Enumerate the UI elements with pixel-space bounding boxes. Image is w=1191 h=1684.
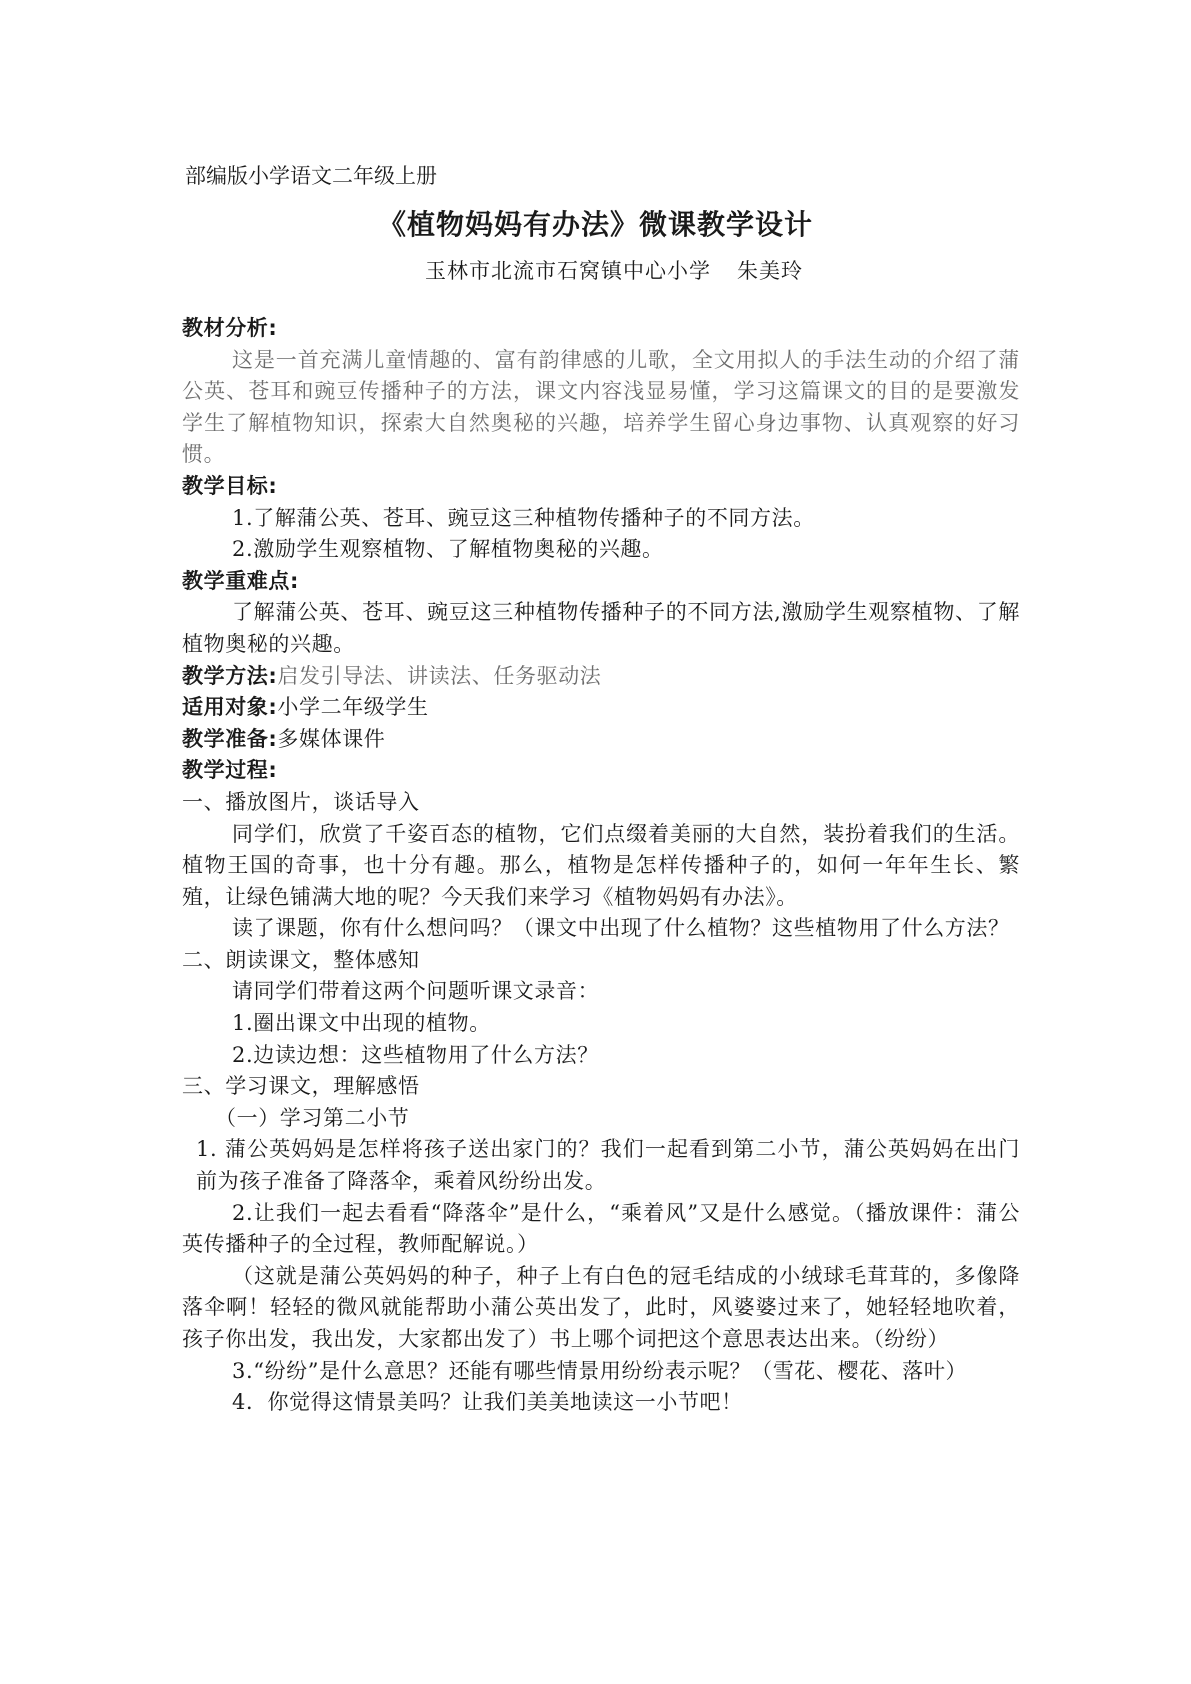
author-name: 朱美玲 — [737, 259, 803, 283]
prep-value: 多媒体课件 — [277, 726, 386, 751]
part1-paragraph: 读了课题，你有什么想问吗？（课文中出现了什么植物？这些植物用了什么方法？ — [232, 916, 1010, 941]
part3-subtitle: （一）学习第二小节 — [215, 1105, 410, 1130]
part3-step: 4．你觉得这情景美吗？让我们美美地读这一小节吧！ — [232, 1390, 743, 1415]
analysis-text: 这是一首充满儿童情趣的、富有韵律感的儿歌，全文用拟人的手法生动的介绍了蒲公英、苍耳和豌豆传播种子的方法，课文内容浅显易懂，学习这篇课文的目的是要激发学生了解植物知识，探索大自然奥秘的兴趣，培养学生留心身边事物、认真观察的好习惯。 — [182, 347, 1020, 467]
audience-label: 适用对象: — [182, 695, 278, 720]
section-heading-goals: 教学目标: — [182, 473, 278, 498]
prep-label: 教学准备: — [182, 726, 278, 751]
methods-line — [182, 661, 1020, 693]
textbook-header: 部编版小学语文二年级上册 — [185, 164, 437, 188]
goal-item: 1.了解蒲公英、苍耳、豌豆这三种植物传播种子的不同方法。 — [232, 505, 815, 530]
part3-title: 三、学习课文，理解感悟 — [182, 1074, 420, 1099]
document-body — [182, 313, 1020, 1419]
section-heading-analysis: 教材分析: — [182, 316, 278, 340]
part3-step: 2.让我们一起去看看“降落伞”是什么，“乘着风”又是什么感觉。（播放课件：蒲公英传播种子的全过程，教师配解说。） — [182, 1200, 1020, 1257]
methods-value: 启发引导法、讲读法、任务驱动法 — [277, 663, 602, 688]
document-title: 《植物妈妈有办法》微课教学设计 — [377, 208, 813, 241]
part1-paragraph: 同学们，欣赏了千姿百态的植物，它们点缀着美丽的大自然，装扮着我们的生活。植物王国的奇事，也十分有趣。那么，植物是怎样传播种子的，如何一年年生长、繁殖，让绿色铺满大地的呢？今天我们来学习《植物妈妈有办法》。 — [182, 821, 1020, 909]
key-points-text: 了解蒲公英、苍耳、豌豆这三种植物传播种子的不同方法,激励学生观察植物、了解植物奥秘的兴趣。 — [182, 600, 1020, 656]
author-school: 玉林市北流市石窝镇中心小学 — [425, 259, 711, 283]
part1-title: 一、播放图片，谈话导入 — [182, 789, 420, 814]
author-line — [425, 255, 803, 285]
part3-step: （这就是蒲公英妈妈的种子，种子上有白色的冠毛结成的小绒球毛茸茸的，多像降落伞啊！轻轻的微风就能帮助小蒲公英出发了，此时，风婆婆过来了，她轻轻地吹着，孩子你出发，我出发，大家都出发了）书上哪个词把这个意思表达出来。（纷纷） — [182, 1263, 1020, 1351]
part2-title: 二、朗读课文，整体感知 — [182, 947, 420, 972]
part2-item: 2.边读边想：这些植物用了什么方法？ — [232, 1042, 599, 1067]
part3-step: 3.“纷纷”是什么意思？还能有哪些情景用纷纷表示呢？（雪花、樱花、落叶） — [232, 1358, 968, 1383]
audience-value: 小学二年级学生 — [277, 695, 429, 720]
audience-line — [182, 692, 1020, 724]
part2-paragraph: 请同学们带着这两个问题听课文录音： — [232, 979, 600, 1004]
part2-item: 1.圈出课文中出现的植物。 — [232, 1011, 491, 1036]
section-heading-key-points: 教学重难点: — [182, 568, 299, 593]
part3-step: 1. 蒲公英妈妈是怎样将孩子送出家门的？我们一起看到第二小节，蒲公英妈妈在出门前为孩子准备了降落伞，乘着风纷纷出发。 — [196, 1137, 1020, 1194]
section-heading-process: 教学过程: — [182, 758, 278, 783]
methods-label: 教学方法: — [182, 663, 278, 688]
prep-line — [182, 724, 1020, 756]
goal-item: 2.激励学生观察植物、了解植物奥秘的兴趣。 — [232, 537, 664, 562]
